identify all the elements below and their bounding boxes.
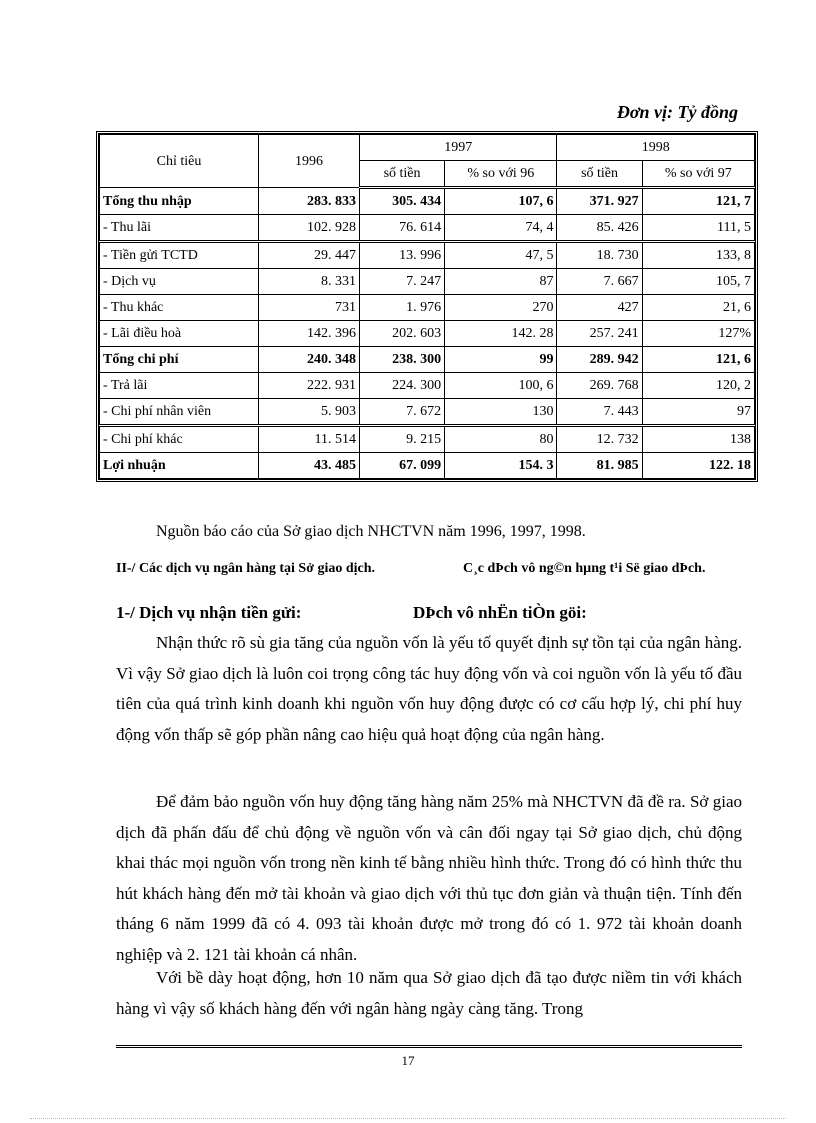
income-table (99, 134, 755, 479)
page-edge-divider (30, 1118, 786, 1119)
cell-1998: 257. 241 (557, 321, 642, 347)
table-row (100, 215, 755, 242)
cell-1998-pct: 120, 2 (642, 373, 754, 399)
cell-1997-pct: 270 (445, 295, 557, 321)
row-label: Tổng thu nhập (100, 188, 259, 215)
table-row (100, 242, 755, 269)
cell-1997: 224. 300 (360, 373, 445, 399)
cell-1997-pct: 99 (445, 347, 557, 373)
cell-1997: 7. 247 (360, 269, 445, 295)
cell-1996: 11. 514 (259, 426, 360, 453)
section-title-block (116, 560, 742, 577)
table-row (100, 426, 755, 453)
row-label: - Thu khác (100, 295, 259, 321)
table-row (100, 188, 755, 215)
cell-1997-pct: 130 (445, 399, 557, 426)
cell-1997: 76. 614 (360, 215, 445, 242)
table-row (100, 399, 755, 426)
cell-1998: 289. 942 (557, 347, 642, 373)
row-label: - Chi phí nhân viên (100, 399, 259, 426)
paragraph-1-text: Nhận thức rõ sù gia tăng của nguồn vốn là yếu tố quyết định sự tồn tại của ngân hàng. Vì vậy Sở giao dịch là luôn coi trọng công tác huy động vốn và coi nguồn vốn là yếu tố đầu tiên của quá trình kinh doanh khi nguồn vốn huy động được có cơ cấu hợp lý, chi phí huy động vốn thấp sẽ góp phần nâng cao hiệu quả hoạt động của ngân hàng. (116, 633, 742, 744)
cell-1997-pct: 80 (445, 426, 557, 453)
header-label: Chỉ tiêu (100, 135, 259, 188)
subsection-heading: 1-/ Dịch vụ nhận tiền gửi: (116, 603, 302, 622)
section-title: II-/ Các dịch vụ ngân hàng tại Sở giao dịch. (116, 561, 376, 576)
subsection-heading-garbled: DÞch vô nhËn tiÒn göi: (413, 603, 587, 622)
cell-1998-pct: 127% (642, 321, 754, 347)
table-row (100, 453, 755, 479)
cell-1998: 427 (557, 295, 642, 321)
table-row (100, 269, 755, 295)
cell-1998: 18. 730 (557, 242, 642, 269)
cell-1998: 7. 443 (557, 399, 642, 426)
cell-1997: 202. 603 (360, 321, 445, 347)
cell-1997-pct: 142. 28 (445, 321, 557, 347)
cell-1996: 222. 931 (259, 373, 360, 399)
cell-1998-pct: 122. 18 (642, 453, 754, 479)
unit-label: Đơn vị: Tỷ đồng (616, 102, 738, 122)
cell-1998-pct: 105, 7 (642, 269, 754, 295)
source-note: Nguồn báo cáo của Sở giao dịch NHCTVN năm 1996, 1997, 1998. (156, 523, 586, 540)
header-1998-amount: số tiền (557, 161, 642, 188)
cell-1997: 1. 976 (360, 295, 445, 321)
cell-1998: 7. 667 (557, 269, 642, 295)
paragraph-3 (116, 963, 742, 1024)
cell-1997: 305. 434 (360, 188, 445, 215)
income-table-frame (96, 131, 758, 482)
row-label: Lợi nhuận (100, 453, 259, 479)
cell-1998-pct: 97 (642, 399, 754, 426)
cell-1998-pct: 133, 8 (642, 242, 754, 269)
header-1998-pct: % so với 97 (642, 161, 754, 188)
cell-1996: 43. 485 (259, 453, 360, 479)
cell-1997: 238. 300 (360, 347, 445, 373)
cell-1997: 13. 996 (360, 242, 445, 269)
table-row (100, 321, 755, 347)
cell-1997: 67. 099 (360, 453, 445, 479)
row-label: - Dịch vụ (100, 269, 259, 295)
cell-1996: 142. 396 (259, 321, 360, 347)
page-number: 17 (401, 1053, 415, 1068)
table-row (100, 347, 755, 373)
cell-1998-pct: 121, 7 (642, 188, 754, 215)
paragraph-3-text: Với bề dày hoạt động, hơn 10 năm qua Sở giao dịch đã tạo được niềm tin với khách hàng vì vậy số khách hàng đến với ngân hàng ngày càng tăng. Trong (116, 968, 742, 1018)
cell-1996: 8. 331 (259, 269, 360, 295)
row-label: - Chi phí khác (100, 426, 259, 453)
cell-1998-pct: 121, 6 (642, 347, 754, 373)
header-1997-pct: % so với 96 (445, 161, 557, 188)
paragraph-1 (116, 628, 742, 750)
row-label: - Lãi điều hoà (100, 321, 259, 347)
cell-1998: 81. 985 (557, 453, 642, 479)
cell-1996: 283. 833 (259, 188, 360, 215)
header-1996: 1996 (259, 135, 360, 188)
cell-1997-pct: 74, 4 (445, 215, 557, 242)
cell-1996: 5. 903 (259, 399, 360, 426)
cell-1997: 9. 215 (360, 426, 445, 453)
cell-1997-pct: 154. 3 (445, 453, 557, 479)
table-row (100, 295, 755, 321)
cell-1998-pct: 138 (642, 426, 754, 453)
cell-1996: 102. 928 (259, 215, 360, 242)
cell-1996: 29. 447 (259, 242, 360, 269)
cell-1997-pct: 87 (445, 269, 557, 295)
cell-1998-pct: 111, 5 (642, 215, 754, 242)
footer-rule (116, 1045, 742, 1048)
cell-1998: 269. 768 (557, 373, 642, 399)
paragraph-2 (116, 787, 742, 970)
cell-1998-pct: 21, 6 (642, 295, 754, 321)
row-label: - Tiền gửi TCTD (100, 242, 259, 269)
cell-1997: 7. 672 (360, 399, 445, 426)
cell-1997-pct: 100, 6 (445, 373, 557, 399)
row-label: Tổng chi phí (100, 347, 259, 373)
row-label: - Trả lãi (100, 373, 259, 399)
cell-1997-pct: 47, 5 (445, 242, 557, 269)
row-label: - Thu lãi (100, 215, 259, 242)
header-1997-amount: số tiền (360, 161, 445, 188)
header-1998: 1998 (557, 135, 755, 161)
header-1997: 1997 (360, 135, 557, 161)
cell-1998: 12. 732 (557, 426, 642, 453)
paragraph-2-text: Để đảm bảo nguồn vốn huy động tăng hàng năm 25% mà NHCTVN đã đề ra. Sở giao dịch đã phấn đấu để chủ động về nguồn vốn và cân đối ngay tại Sở giao dịch, chủ động khai thác mọi nguồn vốn trong nền kinh tế bằng nhiều hình thức. Trong đó có hình thức thu hút khách hàng đến mở tài khoản và giao dịch với thủ tục đơn giản và thuận tiện. Tính đến tháng 6 năm 1999 đã có 4. 093 tài khoản được mở trong đó có 1. 972 tài khoản doanh nghiệp và 2. 121 tài khoản cá nhân. (116, 792, 742, 964)
cell-1998: 85. 426 (557, 215, 642, 242)
cell-1996: 240. 348 (259, 347, 360, 373)
cell-1998: 371. 927 (557, 188, 642, 215)
table-row (100, 373, 755, 399)
cell-1997-pct: 107, 6 (445, 188, 557, 215)
subsection-heading-block (116, 603, 742, 623)
cell-1996: 731 (259, 295, 360, 321)
section-title-garbled: C¸c dÞch vô ng©n hµng t¹i Së giao dÞch. (463, 561, 706, 576)
